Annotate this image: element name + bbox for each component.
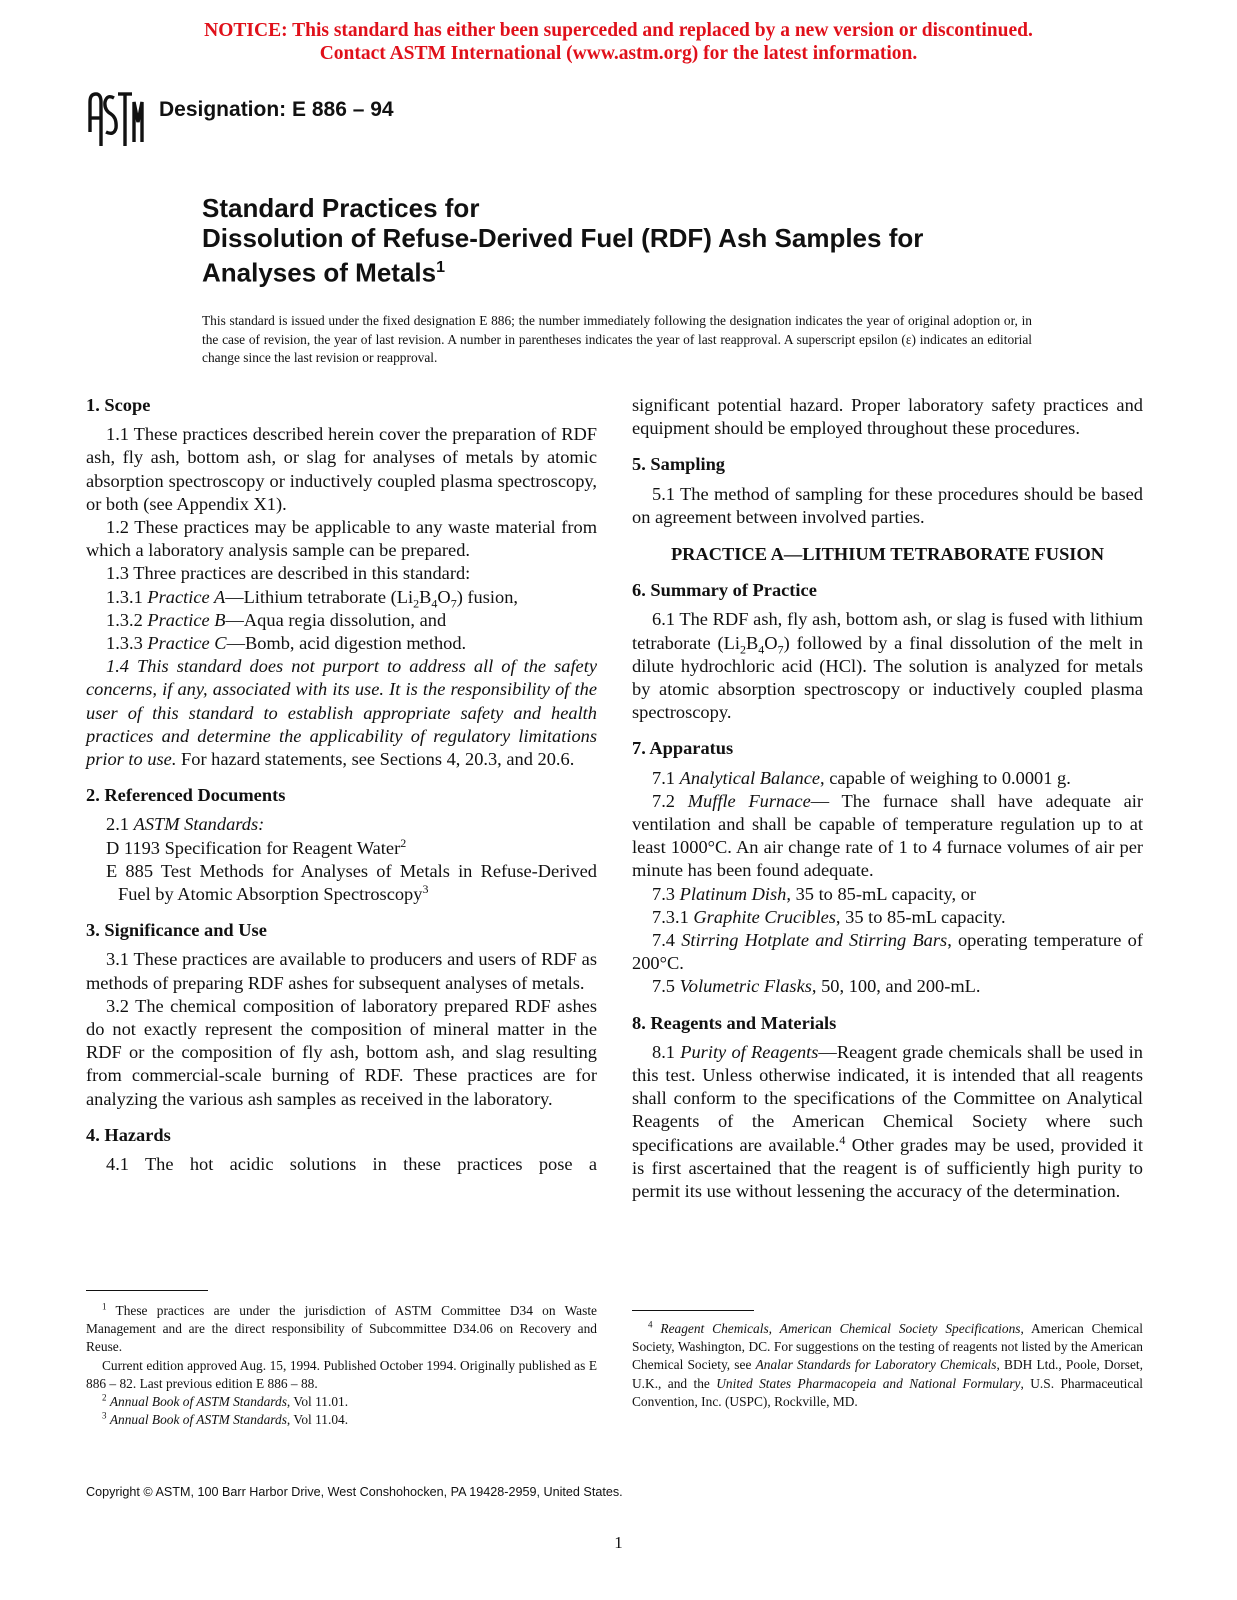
preamble: This standard is issued under the fixed designation E 886; the number immediately following the designation indicates the year of original adoption or, in the case of revision, the year of last revision. A number in parentheses indicates the year of last reapproval. A superscript epsilon (ε) indicates an editorial change since the last revision or reapproval. [202,313,1032,365]
para-text: , capable of weighing to 0.0001 g. [820,767,1071,788]
section-heading-scope: 1. Scope [86,395,151,415]
safety-caveat: 1.4 This standard does not purport to address all of the safety concerns, if any, associated with its use. It is the responsibility of the user of this standard to establish appropriate safety and health practices and determine the applicability of regulatory limitations prior to use. [86,656,597,770]
subscript: 4 [758,642,765,657]
copyright-line: Copyright © ASTM, 100 Barr Harbor Drive, West Conshohocken, PA 19428-2959, United States. [86,1485,623,1499]
para-6-1 [632,608,1143,724]
chem-b: B [746,632,759,653]
para-1-4 [86,655,597,771]
notice-line-2: Contact ASTM International (www.astm.org) for the latest information. [319,43,918,64]
para-text: —Aqua regia dissolution, and [225,609,447,630]
item-name: Platinum Dish [679,883,787,904]
reference-text: E 885 Test Methods for Analyses of Metals in Refuse-Derived Fuel by Atomic Absorption Spectroscopy [106,860,597,905]
footnote-text: , BDH Ltd., Poole, Dorset, U.K., and the [632,1357,1143,1391]
footnote-text: , American Chemical Society, Washington, DC. For suggestions on the testing of reagents not listed by the American Chemical Society, see [632,1321,1143,1373]
para-1-3: 1.3 Three practices are described in this standard: [106,563,471,584]
practice-name: Practice A [147,586,226,607]
practice-name: Practice B [147,609,226,630]
title-footnote-mark: 1 [436,259,445,276]
right-column [632,394,1143,1203]
para-3-2: 3.2 The chemical composition of laboratory prepared RDF ashes do not exactly represent the composition of mineral matter in the RDF or the composition of fly ash, bottom ash, and slag resulting from commercial-scale burning of RDF. These practices are for analyzing the various ash samples as received in the laboratory. [86,995,597,1109]
para-num: 7.5 [652,976,675,997]
para-5-1: 5.1 The method of sampling for these procedures should be based on agreement between involved parties. [632,483,1143,527]
para-text: ) fusion, [456,586,518,607]
footnote-title: Annual Book of ASTM Standards [109,1394,287,1410]
para-text: , operating temperature of 200°C. [632,930,1143,974]
footnotes-left [86,1302,597,1429]
para-4-1-continued: significant potential hazard. Proper laboratory safety practices and equipment should be employed throughout these procedures. [632,395,1143,439]
title-line-3: Analyses of Metals [202,257,437,288]
page-number: 1 [614,1533,623,1552]
para-7-5 [632,975,1143,998]
item-name: Volumetric Flasks [679,976,812,997]
section-heading-significance: 3. Significance and Use [86,920,267,941]
reference-text: D 1193 Specification for Reagent Water [106,837,401,858]
para-num: 8.1 [652,1041,675,1062]
section-heading-referenced-documents: 2. Referenced Documents [86,785,286,806]
para-text: , 35 to 85-mL capacity. [835,906,1006,927]
practice-a-heading: PRACTICE A—LITHIUM TETRABORATE FUSION [670,544,1105,565]
supersession-notice [0,19,1237,65]
para-1-2: 1.2 These practices may be applicable to any waste material from which a laboratory analysis sample can be prepared. [86,517,597,561]
notice-line-1: NOTICE: This standard has either been superceded and replaced by a new version or discontinued. [204,20,1033,41]
designation: Designation: E 886 – 94 [159,98,394,121]
subscript: 7 [450,596,457,611]
document-title [202,193,1102,288]
para-num: 7.2 [652,790,675,811]
para-7-4 [632,929,1143,975]
para-7-1 [632,767,1143,790]
footnote-3 [86,1411,597,1429]
footnote-2 [86,1393,597,1411]
logo-text: ASTM [87,88,90,89]
para-7-3-1 [632,906,1143,929]
section-heading-summary: 6. Summary of Practice [632,580,817,601]
para-text: —Bomb, acid digestion method. [226,633,467,654]
footnote-title: Annual Book of ASTM Standards [109,1412,287,1428]
item-name: Purity of Reagents [680,1041,819,1062]
item-name: Muffle Furnace [687,790,811,811]
para-3-1: 3.1 These practices are available to producers and users of RDF as methods of preparing RDF ashes for subsequent analyses of metals. [86,949,597,993]
footnote-title: United States Pharmacopeia and National Formulary [716,1375,1021,1391]
para-text: ) followed by a final dissolution of the melt in dilute hydrochloric acid (HCl). The solution is analyzed for metals by atomic absorption spectroscopy or inductively coupled plasma spectroscopy. [632,632,1143,723]
section-heading-apparatus: 7. Apparatus [632,738,734,759]
footnote-mark: 1 [102,1301,107,1312]
para-1-3-2 [86,609,597,632]
practice-name: Practice C [147,633,227,654]
footnote-1-edition: Current edition approved Aug. 15, 1994. Published October 1994. Originally published as E 886 – 82. Last previous edition E 886 – 88. [86,1357,597,1391]
para-num: 1.3.3 [106,633,143,654]
para-text: Other grades may be used, provided it is first ascertained that the reagent is of sufficiently high purity to permit its use without lessening the accuracy of the determination. [632,1134,1143,1202]
footnote-mark: 3 [422,881,429,896]
footnote-divider-left [86,1290,208,1291]
para-1-1: 1.1 These practices described herein cover the preparation of RDF ash, fly ash, bottom ash, or slag for analyses of metals by atomic absorption spectroscopy or inductively coupled plasma spectroscopy, or both (see Appendix X1). [86,424,597,514]
para-text: 6.1 The RDF ash, fly ash, bottom ash, or slag is fused with lithium tetraborate (Li [632,609,1143,653]
para-num: 7.3.1 [652,906,689,927]
para-num: 1.3.1 [106,586,143,607]
footnote-text: These practices are under the jurisdiction of ASTM Committee D34 on Waste Management and are the direct responsibility of Subcommittee D34.06 on Recovery and Reuse. [86,1303,597,1355]
para-num: 7.3 [652,883,675,904]
chem-b: B [419,586,432,607]
item-name: Graphite Crucibles [693,906,836,927]
footnote-mark: 2 [102,1392,107,1403]
section-heading-hazards: 4. Hazards [86,1124,171,1145]
subscript: 2 [413,596,420,611]
para-num: 7.4 [652,930,675,951]
item-name: Stirring Hotplate and Stirring Bars [681,930,948,951]
subscript: 7 [777,642,784,657]
para-text: —Reagent grade chemicals shall be used in this test. Unless otherwise indicated, it is intended that all reagents shall conform to the specifications of the Committee on Analytical Reagents of the American Chemical Society where such specifications are available. [632,1041,1143,1155]
footnote-mark: 3 [102,1410,107,1421]
chem-o: O [437,586,451,607]
section-heading-sampling: 5. Sampling [632,454,726,475]
para-num: 7.1 [652,767,675,788]
title-line-1: Standard Practices for [202,193,480,223]
para-7-3 [632,883,1143,906]
footnote-title: Reagent Chemicals, American Chemical Society Specifications [660,1321,1021,1336]
title-line-2: Dissolution of Refuse-Derived Fuel (RDF) Ash Samples for [202,223,924,253]
footnote-4 [632,1320,1143,1411]
para-text: —Lithium tetraborate (Li [225,586,414,607]
footnotes-right [632,1320,1143,1411]
para-num: 2.1 [106,814,129,835]
subscript: 4 [431,596,438,611]
title-line-3-wrap [202,253,1102,288]
footnote-mark: 4 [648,1319,653,1330]
para-1-3-3 [86,632,597,655]
para-text: , 50, 100, and 200-mL. [811,976,981,997]
item-name: Analytical Balance [679,767,821,788]
para-4-1: 4.1 The hot acidic solutions in these practices pose a [106,1154,597,1175]
footnote-text: , Vol 11.01. [286,1394,349,1410]
para-text: , 35 to 85-mL capacity, or [786,883,977,904]
para-8-1 [632,1041,1143,1203]
subscript: 2 [740,642,746,657]
para-text: — The furnace shall have adequate air ventilation and shall be capable of temperature regulation up to at least 1000°C. An air change rate of 1 to 4 furnace volumes of air per minute has been found adequate. [632,790,1143,881]
para-7-2 [632,790,1143,883]
chem-o: O [764,632,778,653]
footnote-title: Analar Standards for Laboratory Chemicals [755,1357,997,1373]
para-num: 1.3.2 [106,609,143,630]
reference-d1193 [106,837,597,860]
footnote-mark: 4 [839,1132,846,1147]
footnote-text: , U.S. Pharmaceutical Convention, Inc. (USPC), Rockville, MD. [632,1375,1143,1409]
para-2-1 [86,813,597,836]
section-heading-reagents: 8. Reagents and Materials [632,1012,837,1033]
standards-label: ASTM Standards: [133,814,265,835]
footnote-mark: 2 [400,835,407,850]
footnote-divider-right [632,1310,754,1311]
reference-e885 [106,860,597,906]
para-text: For hazard statements, see Sections 4, 20.3, and 20.6. [176,749,575,770]
footnote-text: , Vol 11.04. [286,1412,349,1428]
para-1-3-1 [86,586,597,609]
astm-logo-icon [87,88,145,150]
left-column [86,394,597,1176]
footnote-1 [86,1302,597,1357]
